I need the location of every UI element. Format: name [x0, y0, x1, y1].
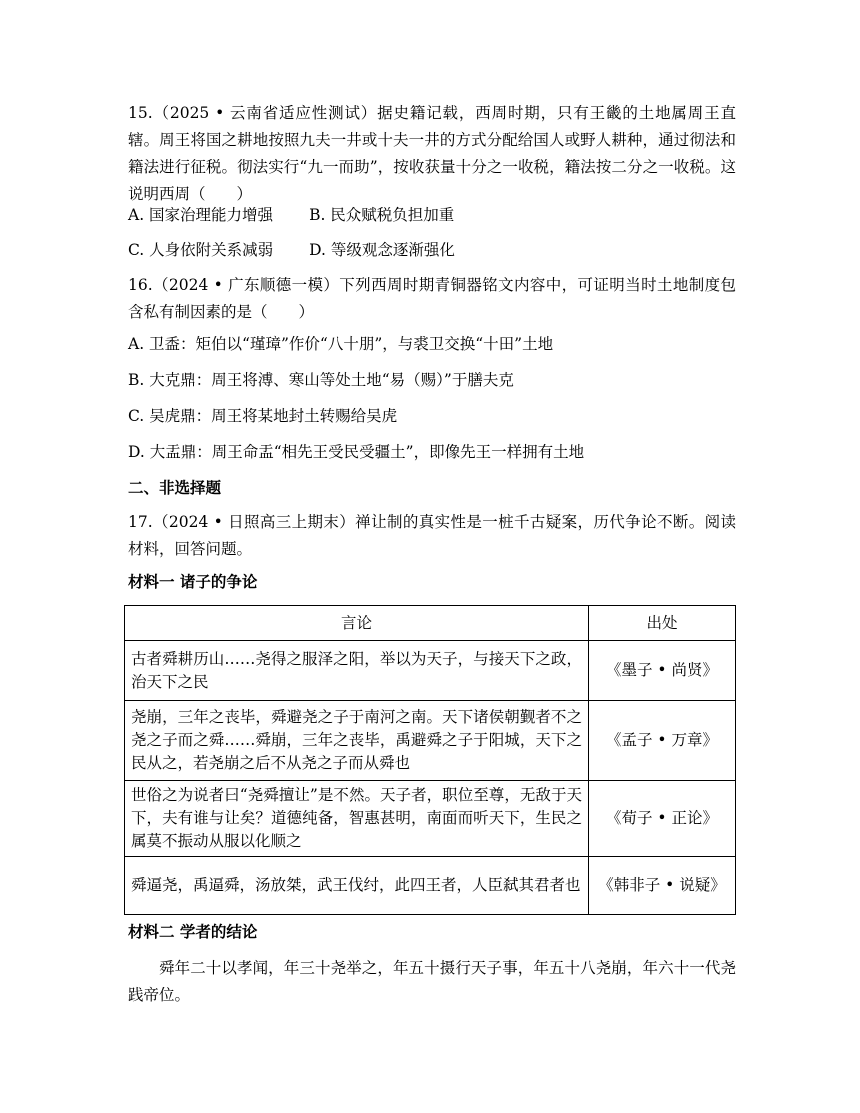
question-17-stem: 17.（2024 • 日照高三上期末）禅让制的真实性是一桩千古疑案，历代争论不断。阅读材料，回答问题。 — [128, 513, 736, 558]
source-cell: 《韩非子 • 说疑》 — [589, 857, 736, 915]
statement-cell: 世俗之为说者曰“尧舜擅让”是不然。天子者，职位至尊，无敌于天下，夫有谁与让矣？道德纯备，智惠甚明，南面而听天下，生民之属莫不振动从服以化顺之 — [125, 781, 589, 857]
q15-option-c: C. 人身依附关系减弱 — [128, 241, 274, 259]
source-cell: 《墨子 • 尚贤》 — [589, 641, 736, 701]
source-cell: 《孟子 • 万章》 — [589, 701, 736, 781]
statement-cell: 舜逼尧，禹逼舜，汤放桀，武王伐纣，此四王者，人臣弑其君者也 — [125, 857, 589, 915]
question-15-options-row-1 — [128, 205, 454, 225]
table-row — [125, 857, 736, 915]
question-15-options-row-2 — [128, 240, 455, 260]
header-statement: 言论 — [125, 606, 589, 641]
q16-option-b: B. 大克鼎：周王将溥、寒山等处土地“易（赐）”于膳夫克 — [128, 371, 514, 389]
material-2-text: 舜年二十以孝闻，年三十尧举之，年五十摄行天子事，年五十八尧崩，年六十一代尧践帝位。 — [128, 959, 736, 1004]
q15-option-a: A. 国家治理能力增强 — [128, 206, 274, 224]
question-16-stem: 16.（2024 • 广东顺德一模）下列西周时期青铜器铭文内容中，可证明当时土地制度包含私有制因素的是（ ） — [128, 276, 736, 321]
statement-cell: 尧崩，三年之丧毕，舜避尧之子于南河之南。天下诸侯朝觐者不之尧之子而之舜……舜崩，三年之丧毕，禹避舜之子于阳城，天下之民从之，若尧崩之后不从尧之子而从舜也 — [125, 701, 589, 781]
q16-option-a: A. 卫盉：矩伯以“瑾璋”作价“八十朋”，与裘卫交换“十田”土地 — [128, 335, 554, 353]
q16-option-c: C. 吴虎鼎：周王将某地封土转赐给吴虎 — [128, 407, 398, 425]
q16-option-d: D. 大盂鼎：周王命盂“相先王受民受疆土”，即像先王一样拥有土地 — [128, 443, 585, 461]
statement-cell: 古者舜耕历山……尧得之服泽之阳，举以为天子，与接天下之政，治天下之民 — [125, 641, 589, 701]
q15-option-b: B. 民众赋税负担加重 — [309, 206, 455, 224]
header-source: 出处 — [589, 606, 736, 641]
q15-option-d: D. 等级观念逐渐强化 — [309, 241, 455, 259]
table-row — [125, 781, 736, 857]
table-header-row — [125, 606, 736, 641]
table-row — [125, 641, 736, 701]
material-1-title: 材料一 诸子的争论 — [128, 573, 258, 591]
question-15-stem: 15.（2025 • 云南省适应性测试）据史籍记载，西周时期，只有王畿的土地属周王直辖。周王将国之耕地按照九夫一井或十夫一井的方式分配给国人或野人耕种，通过彻法和籍法进行征税。彻法实行“九一而助”，按收获量十分之一收税，籍法按二分之一收税。这说明西周（ ） — [128, 104, 736, 203]
material-2-title: 材料二 学者的结论 — [128, 923, 258, 941]
source-cell: 《荀子 • 正论》 — [589, 781, 736, 857]
section-2-title: 二、非选择题 — [128, 479, 222, 497]
table-row — [125, 701, 736, 781]
material-1-table — [124, 605, 736, 915]
